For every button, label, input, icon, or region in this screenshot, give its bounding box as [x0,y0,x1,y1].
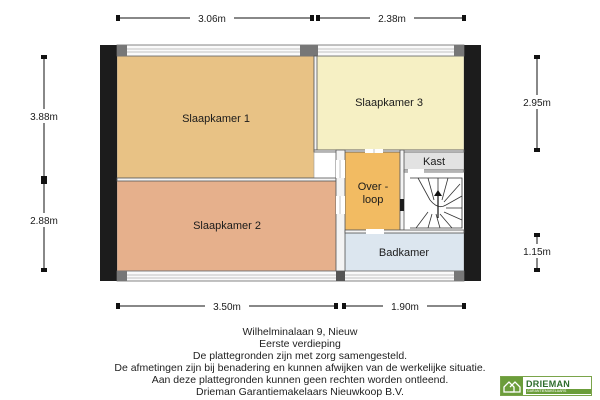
stairwell [404,172,464,230]
dim-top-left: 3.06m [198,14,226,25]
address: Wilhelminalaan 9, Nieuw [242,326,358,338]
dim-top-right: 2.38m [378,14,406,25]
dim-left-upper: 3.88m [30,112,58,123]
disclaimer-1: De plattegronden zijn met zorg samengesteld. [192,350,408,362]
dim-right-upper: 2.95m [523,98,551,109]
dim-bottom-right: 1.90m [391,302,419,313]
label-slaapkamer-1: Slaapkamer 1 [182,113,250,125]
label-slaapkamer-3: Slaapkamer 3 [355,97,423,109]
dim-right-lower: 1.15m [523,247,551,258]
label-overloop-1: Over - [357,181,389,193]
wall-right [464,45,481,281]
wall-left [100,45,117,281]
label-overloop-2: loop [362,194,384,206]
dim-bottom-left: 3.50m [213,302,241,313]
door-icon [400,199,404,211]
wall-top [117,45,464,56]
disclaimer-2: De afmetingen zijn bij benadering en kunnen afwijken van de werkelijke situatie. [114,362,486,374]
disclaimer-3: Aan deze plattegronden kunnen geen rechten worden ontleend. [151,374,449,386]
label-badkamer: Badkamer [378,247,430,259]
label-kast: Kast [422,156,446,168]
agency-name: Drieman Garantiemakelaars Nieuwkoop B.V. [196,386,404,398]
house-logo-icon [501,377,523,395]
floor-name: Eerste verdieping [259,338,341,350]
logo-tagline: GARANTIEMAKELAARS [526,389,591,394]
label-slaapkamer-2: Slaapkamer 2 [193,220,261,232]
dim-left-lower: 2.88m [30,216,58,227]
drieman-logo [500,376,592,396]
logo-name: DRIEMAN [526,378,571,389]
wall-bottom [117,271,464,281]
